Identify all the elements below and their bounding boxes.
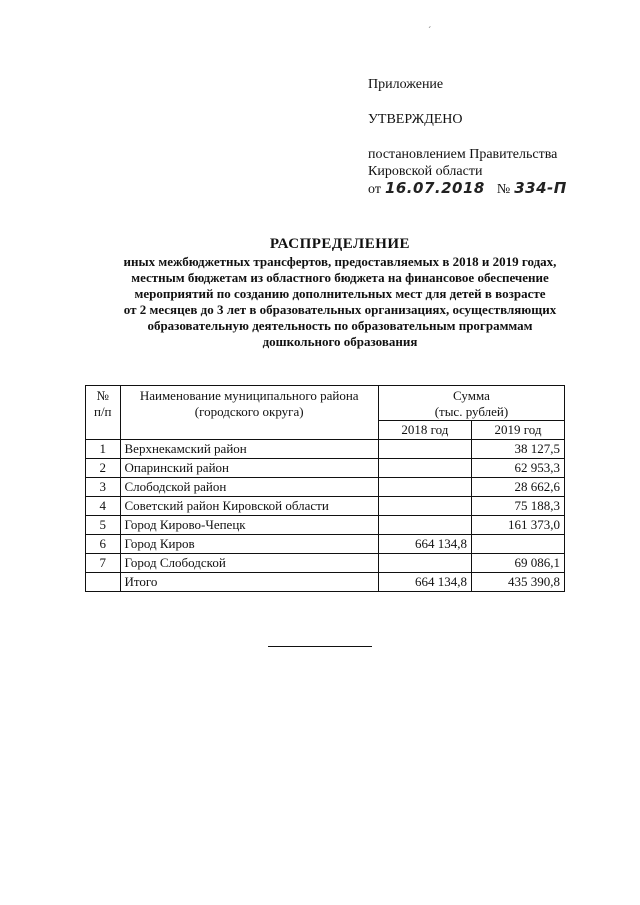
header-name-line-1: Наименование муниципального района	[139, 388, 359, 403]
row-name: Опаринский район	[120, 459, 378, 478]
table-row	[86, 535, 565, 554]
date-prefix: от	[368, 182, 381, 197]
header-sum-line-2: (тыс. рублей)	[434, 404, 509, 419]
approval-block	[368, 76, 618, 198]
decree-line-2: Кировской области	[368, 164, 483, 179]
decree-line-1: постановлением Правительства	[368, 147, 558, 162]
title-line-4: от 2 месяцев до 3 лет в образовательных организациях, осуществляющих	[123, 302, 557, 317]
table-row	[86, 516, 565, 535]
row-2018	[378, 516, 471, 535]
appendix-label: Приложение	[368, 77, 444, 92]
table-total-row	[86, 573, 565, 592]
row-2018	[378, 459, 471, 478]
table-row	[86, 440, 565, 459]
title-line-5: образовательную деятельность по образовательным программам	[147, 318, 533, 333]
title-line-6: дошкольного образования	[262, 334, 418, 349]
row-num: 4	[86, 497, 121, 516]
table-row	[86, 459, 565, 478]
row-num: 7	[86, 554, 121, 573]
title-line-2: местным бюджетам из областного бюджета на финансовое обеспечение	[131, 270, 549, 285]
row-num: 5	[86, 516, 121, 535]
row-2019: 69 086,1	[471, 554, 564, 573]
scan-mark: ´	[428, 26, 432, 37]
row-name: Город Киров	[120, 535, 378, 554]
row-2018	[378, 440, 471, 459]
row-2018	[378, 478, 471, 497]
row-name: Советский район Кировской области	[120, 497, 378, 516]
handwritten-date: 16.07.2018	[384, 179, 485, 197]
header-name	[120, 386, 378, 440]
table-row	[86, 478, 565, 497]
handwritten-number: 334-П	[514, 179, 567, 197]
total-num	[86, 573, 121, 592]
distribution-table	[85, 385, 565, 592]
row-2018	[378, 554, 471, 573]
decree-date-number	[368, 180, 618, 198]
total-2019: 435 390,8	[471, 573, 564, 592]
row-num: 1	[86, 440, 121, 459]
title-main: РАСПРЕДЕЛЕНИЕ	[269, 236, 411, 252]
number-prefix: №	[496, 182, 511, 197]
row-num: 6	[86, 535, 121, 554]
row-name: Верхнекамский район	[120, 440, 378, 459]
row-name: Город Слободской	[120, 554, 378, 573]
total-2018: 664 134,8	[378, 573, 471, 592]
row-name: Слободской район	[120, 478, 378, 497]
row-2018: 664 134,8	[378, 535, 471, 554]
row-num: 2	[86, 459, 121, 478]
total-label: Итого	[120, 573, 378, 592]
header-sum-line-1: Сумма	[453, 388, 490, 403]
row-2019: 38 127,5	[471, 440, 564, 459]
row-2019: 161 373,0	[471, 516, 564, 535]
header-name-line-2: (городского округа)	[194, 404, 304, 419]
header-sum	[378, 386, 564, 421]
row-2019: 75 188,3	[471, 497, 564, 516]
row-2019	[471, 535, 564, 554]
table-row	[86, 497, 565, 516]
row-name: Город Кирово-Чепецк	[120, 516, 378, 535]
approved-label: УТВЕРЖДЕНО	[368, 112, 463, 127]
header-year-2018: 2018 год	[378, 421, 471, 440]
row-2018	[378, 497, 471, 516]
row-num: 3	[86, 478, 121, 497]
title-line-1: иных межбюджетных трансфертов, предоставляемых в 2018 и 2019 годах,	[123, 254, 557, 269]
table-row	[86, 554, 565, 573]
title-line-3: мероприятий по созданию дополнительных мест для детей в возрасте	[134, 286, 546, 301]
row-2019: 28 662,6	[471, 478, 564, 497]
table-header-row	[86, 386, 565, 421]
document-title	[70, 236, 610, 350]
closing-rule	[268, 646, 372, 647]
row-2019: 62 953,3	[471, 459, 564, 478]
header-num: № п/п	[86, 386, 121, 440]
header-year-2019: 2019 год	[471, 421, 564, 440]
